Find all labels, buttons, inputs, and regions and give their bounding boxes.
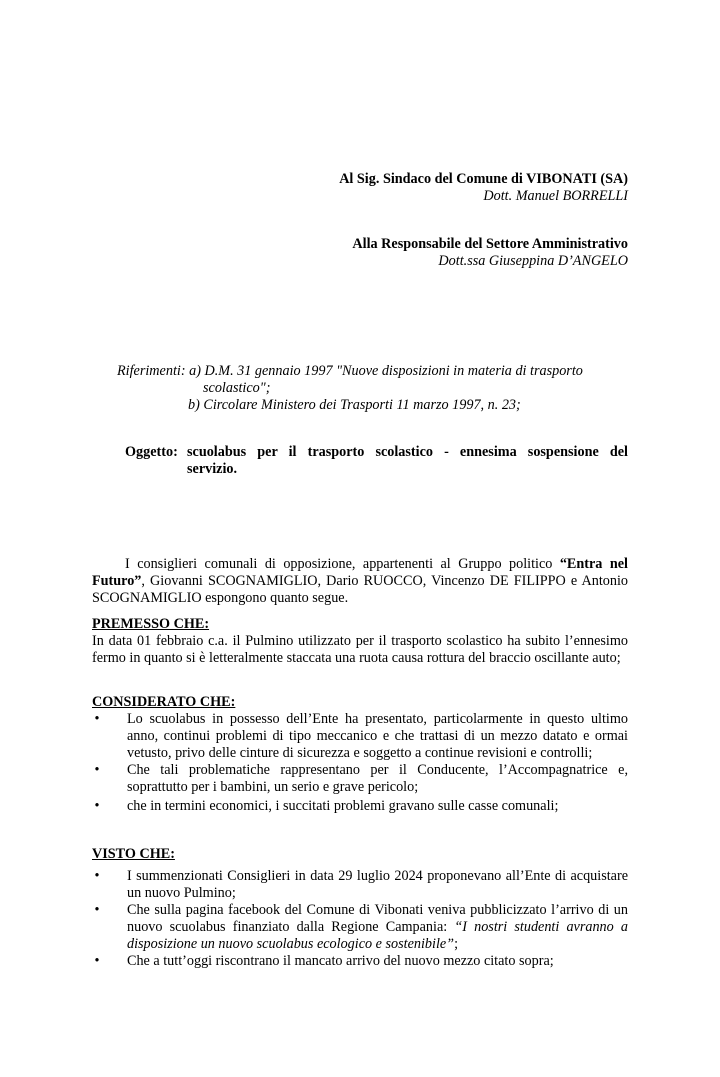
list-item bbox=[92, 868, 628, 902]
references-block bbox=[117, 363, 637, 414]
subject-block bbox=[125, 444, 628, 478]
considerato-list bbox=[92, 711, 628, 815]
reference-b: b) Circolare Ministero dei Trasporti 11 marzo 1997, n. 23; bbox=[188, 397, 521, 413]
premesso-section bbox=[92, 616, 628, 667]
premesso-text: In data 01 febbraio c.a. il Pulmino utilizzato per il trasporto scolastico ha subito l’ennesimo fermo in quanto si è letteralmente staccata una ruota causa rottura del braccio oscillante auto; bbox=[92, 633, 628, 666]
reference-a-line2: scolastico"; bbox=[203, 380, 271, 396]
intro-text-before: I consiglieri comunali di opposizione, appartenenti al Gruppo politico bbox=[125, 556, 560, 572]
list-item-text: che in termini economici, i succitati problemi gravano sulle casse comunali; bbox=[127, 798, 559, 814]
list-item bbox=[92, 798, 628, 815]
subject-line2: servizio. bbox=[187, 461, 238, 477]
bullet-icon: • bbox=[94, 868, 100, 884]
visto-list bbox=[92, 868, 628, 970]
list-item-text: I summenzionati Consiglieri in data 29 luglio 2024 proponevano all’Ente di acquistare un nuovo Pulmino; bbox=[127, 868, 628, 901]
considerato-heading: CONSIDERATO CHE: bbox=[92, 694, 236, 710]
subject-line1: scuolabus per il trasporto scolastico - ennesima sospensione del bbox=[187, 444, 628, 460]
list-item-text: Che sulla pagina facebook del Comune di Vibonati veniva pubblicizzato l’arrivo di un nuovo scuolabus finanziato dalla Regione Campania: bbox=[127, 902, 628, 935]
bullet-icon: • bbox=[94, 902, 100, 918]
addressee-block-1 bbox=[300, 171, 628, 205]
addressee-1-name: Dott. Manuel BORRELLI bbox=[483, 188, 628, 204]
list-item bbox=[92, 953, 628, 970]
addressee-1-title: Al Sig. Sindaco del Comune di VIBONATI (SA) bbox=[339, 171, 628, 187]
bullet-icon: • bbox=[94, 762, 100, 778]
addressee-2-title: Alla Responsabile del Settore Amministrativo bbox=[352, 236, 628, 252]
premesso-heading: PREMESSO CHE: bbox=[92, 616, 210, 632]
reference-a-line1: a) D.M. 31 gennaio 1997 "Nuove disposizioni in materia di trasporto bbox=[189, 363, 583, 379]
considerato-section bbox=[92, 694, 628, 815]
bullet-icon: • bbox=[94, 711, 100, 727]
visto-section bbox=[92, 846, 628, 970]
list-item-text: Lo scuolabus in possesso dell’Ente ha presentato, particolarmente in questo ultimo anno, continui problemi di tipo meccanico e che trattasi di un mezzo datato e ormai vetusto, privo delle cinture di sicurezza e soggetto a continue revisioni e controlli; bbox=[127, 711, 628, 761]
list-item-text-end: ; bbox=[454, 936, 459, 952]
bullet-icon: • bbox=[94, 953, 100, 969]
list-item bbox=[92, 711, 628, 762]
visto-heading: VISTO CHE: bbox=[92, 846, 175, 862]
bullet-icon: • bbox=[94, 798, 100, 814]
group-name: “Entra nel Futuro” bbox=[92, 556, 628, 589]
references-label: Riferimenti: bbox=[117, 363, 186, 379]
list-item-text: Che tali problematiche rappresentano per il Conducente, l’Accompagnatrice e, soprattutto per i bambini, un serio e grave pericolo; bbox=[127, 762, 628, 795]
facebook-quote: “I nostri studenti avranno a disposizione un nuovo scuolabus ecologico e sostenibile” bbox=[127, 919, 628, 952]
intro-paragraph bbox=[92, 556, 628, 607]
addressee-block-2 bbox=[300, 236, 628, 270]
intro-text-after: , Giovanni SCOGNAMIGLIO, Dario RUOCCO, Vincenzo DE FILIPPO e Antonio SCOGNAMIGLIO espongono quanto segue. bbox=[92, 573, 628, 606]
list-item bbox=[92, 762, 628, 796]
list-item bbox=[92, 902, 628, 953]
subject-label: Oggetto: bbox=[125, 444, 178, 460]
list-item-text: Che a tutt’oggi riscontrano il mancato arrivo del nuovo mezzo citato sopra; bbox=[127, 953, 554, 969]
addressee-2-name: Dott.ssa Giuseppina D’ANGELO bbox=[438, 253, 628, 269]
